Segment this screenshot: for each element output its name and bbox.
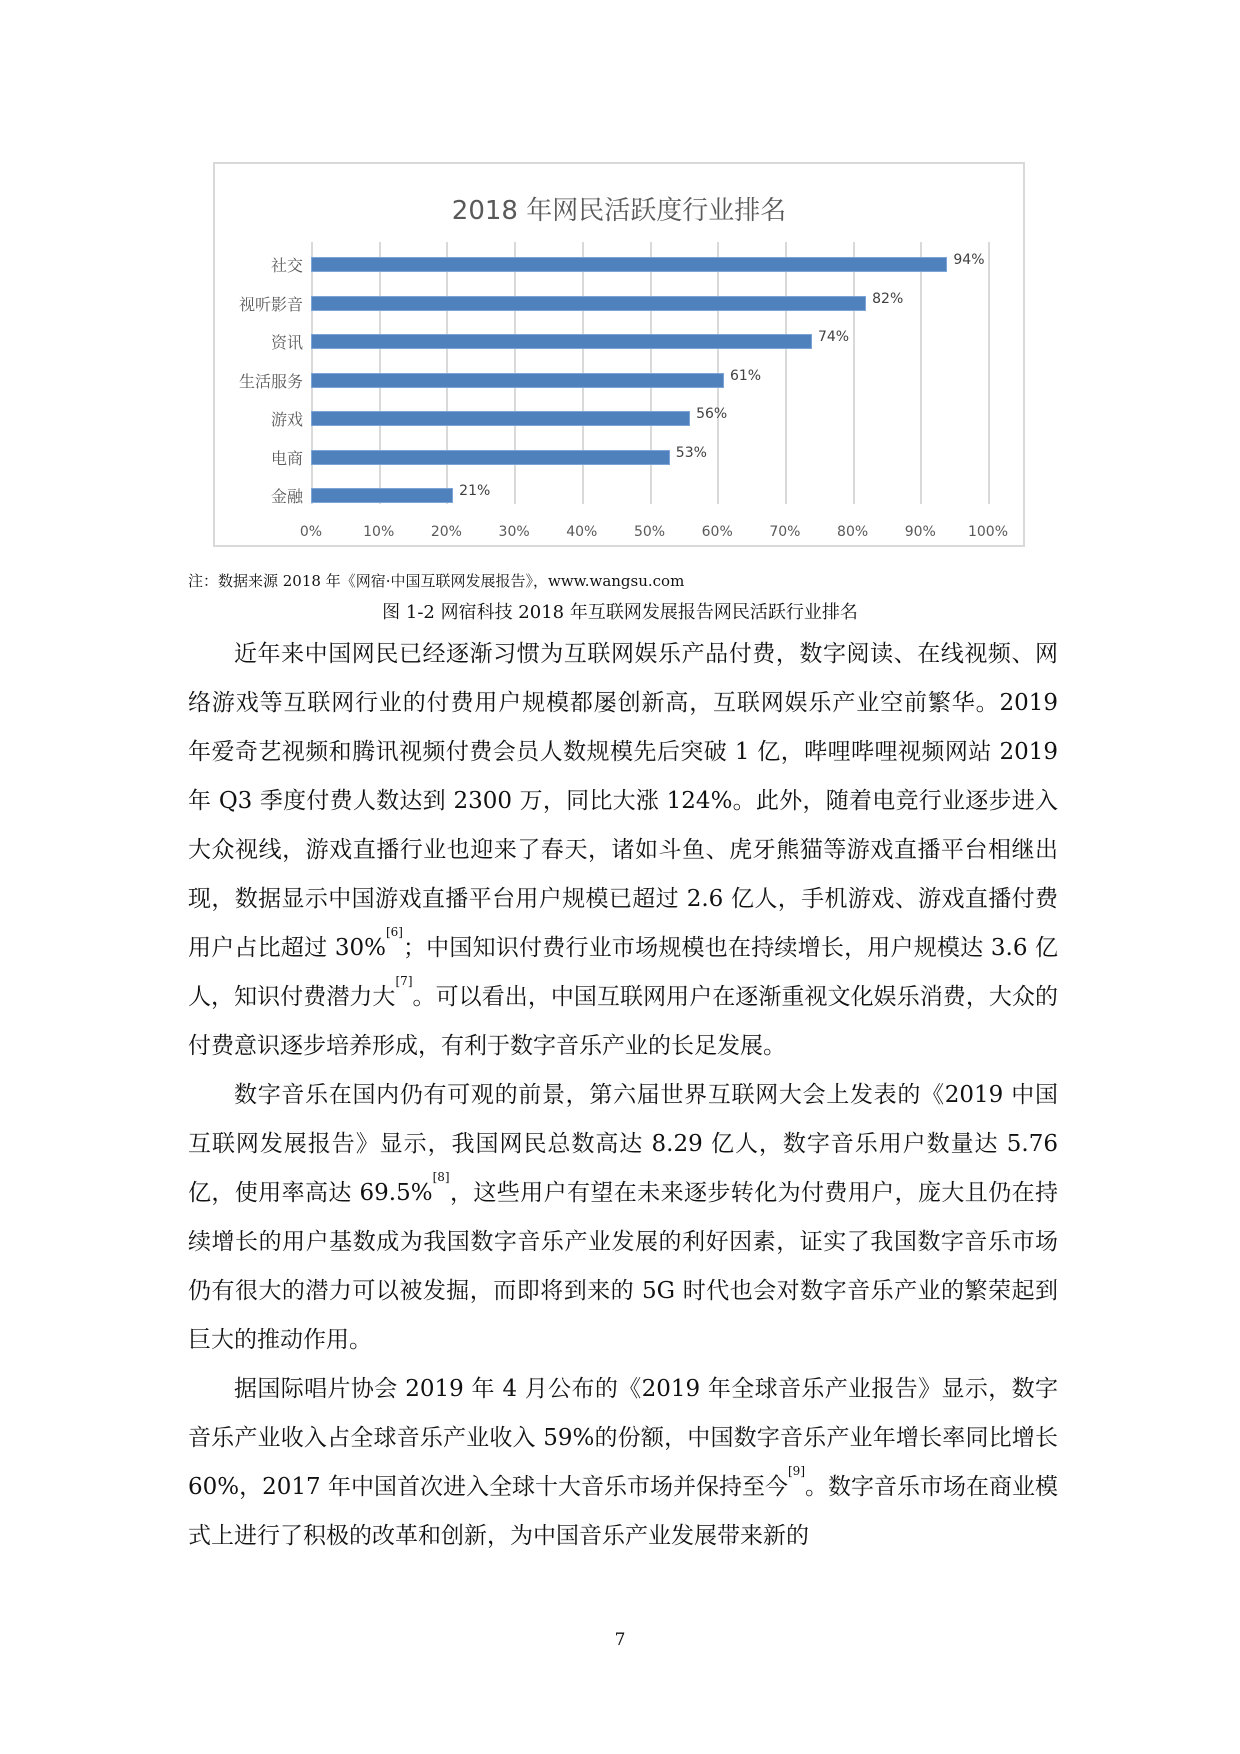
bar-chart	[213, 162, 1025, 547]
bar-row	[270, 439, 988, 478]
bar-row	[270, 477, 988, 516]
category-label: 游戏	[270, 410, 303, 429]
bar	[311, 488, 453, 503]
citation: [9]	[788, 1464, 805, 1478]
x-tick-label: 100%	[967, 524, 1009, 540]
page-number: 7	[614, 1630, 626, 1650]
citation: [6]	[385, 925, 403, 939]
x-tick-label: 40%	[566, 524, 598, 540]
category-label: 视听影音	[238, 294, 303, 314]
x-tick-label: 50%	[633, 524, 666, 540]
category-label: 资讯	[270, 333, 303, 352]
category-label: 生活服务	[238, 371, 303, 391]
body-text	[188, 630, 1058, 1561]
value-label: 94%	[953, 252, 985, 268]
paragraph: 数字音乐在国内仍有可观的前景，第六届世界互联网大会上发表的《2019 中国互联网发展报告》显示，我国网民总数高达 8.29 亿人，数字音乐用户数量达 5.76 亿，使用率高达 69.5%[8]，这些用户有望在未来逐步转化为付费用户，庞大且仍在持续增长的用户基数成为我国数字音乐产业发展的利好因素，证实了我国数字音乐市场仍有很大的潜力可以被发掘，而即将到来的 5G 时代也会对数字音乐产业的繁荣起到巨大的推动作用。	[188, 1082, 1059, 1353]
x-tick-label: 90%	[904, 524, 936, 540]
bar-row	[270, 323, 988, 362]
bar-row	[238, 285, 988, 324]
value-label: 61%	[729, 367, 762, 384]
citation: [8]	[432, 1170, 450, 1184]
value-label: 21%	[459, 483, 491, 499]
bar-row	[270, 400, 988, 439]
category-label: 电商	[270, 448, 303, 468]
value-label: 74%	[817, 329, 850, 345]
bar	[311, 334, 812, 349]
x-tick-label: 80%	[837, 524, 869, 540]
gridline	[988, 242, 990, 504]
x-tick-label: 60%	[701, 524, 733, 540]
citation: [7]	[395, 974, 413, 988]
value-label: 56%	[696, 406, 728, 422]
bar	[311, 296, 866, 311]
bar	[311, 411, 690, 426]
chart-title: 2018 年网民活跃度行业排名	[451, 196, 787, 226]
category-label: 金融	[270, 487, 303, 506]
x-tick-label: 10%	[363, 524, 395, 540]
bar	[311, 257, 947, 272]
bar	[311, 373, 724, 388]
value-label: 82%	[872, 290, 904, 307]
bar-row	[270, 246, 988, 285]
x-tick-label: 30%	[498, 524, 530, 540]
bar	[311, 450, 670, 465]
paragraph: 近年来中国网民已经逐渐习惯为互联网娱乐产品付费，数字阅读、在线视频、网络游戏等互联网行业的付费用户规模都屡创新高，互联网娱乐产业空前繁华。2019 年爱奇艺视频和腾讯视频付费会员人数规模先后突破 1 亿，哔哩哔哩视频网站 2019 年 Q3 季度付费人数达到 2300 万，同比大涨 124%。此外，随着电竞行业逐步进入大众视线，游戏直播行业也迎来了春天，诸如斗鱼、虎牙熊猫等游戏直播平台相继出现，数据显示中国游戏直播平台用户规模已超过 2.6 亿人，手机游戏、游戏直播付费用户占比超过 30%[6]；中国知识付费行业市场规模也在持续增长，用户规模达 3.6 亿人，知识付费潜力大[7]。可以看出，中国互联网用户在逐渐重视文化娱乐消费，大众的付费意识逐步培养形成，有利于数字音乐产业的长足发展。	[188, 641, 1059, 1059]
figure-note: 注：数据来源 2018 年《网宿·中国互联网发展报告》，www.wangsu.com	[188, 572, 685, 590]
x-tick-label: 70%	[769, 524, 801, 540]
figure-caption: 图 1-2 网宿科技 2018 年互联网发展报告网民活跃行业排名	[382, 602, 858, 623]
paragraph: 据国际唱片协会 2019 年 4 月公布的《2019 年全球音乐产业报告》显示，数字音乐产业收入占全球音乐产业收入 59%的份额，中国数字音乐产业年增长率同比增长 60%，2017 年中国首次进入全球十大音乐市场并保持至今[9]。数字音乐市场在商业模式上进行了积极的改革和创新，为中国音乐产业发展带来新的	[188, 1376, 1059, 1549]
x-tick-label: 0%	[299, 524, 323, 540]
plot-area	[238, 242, 1009, 540]
value-label: 53%	[675, 444, 707, 461]
bar-row	[238, 362, 988, 401]
category-label: 社交	[270, 256, 303, 275]
x-tick-label: 20%	[430, 524, 462, 540]
